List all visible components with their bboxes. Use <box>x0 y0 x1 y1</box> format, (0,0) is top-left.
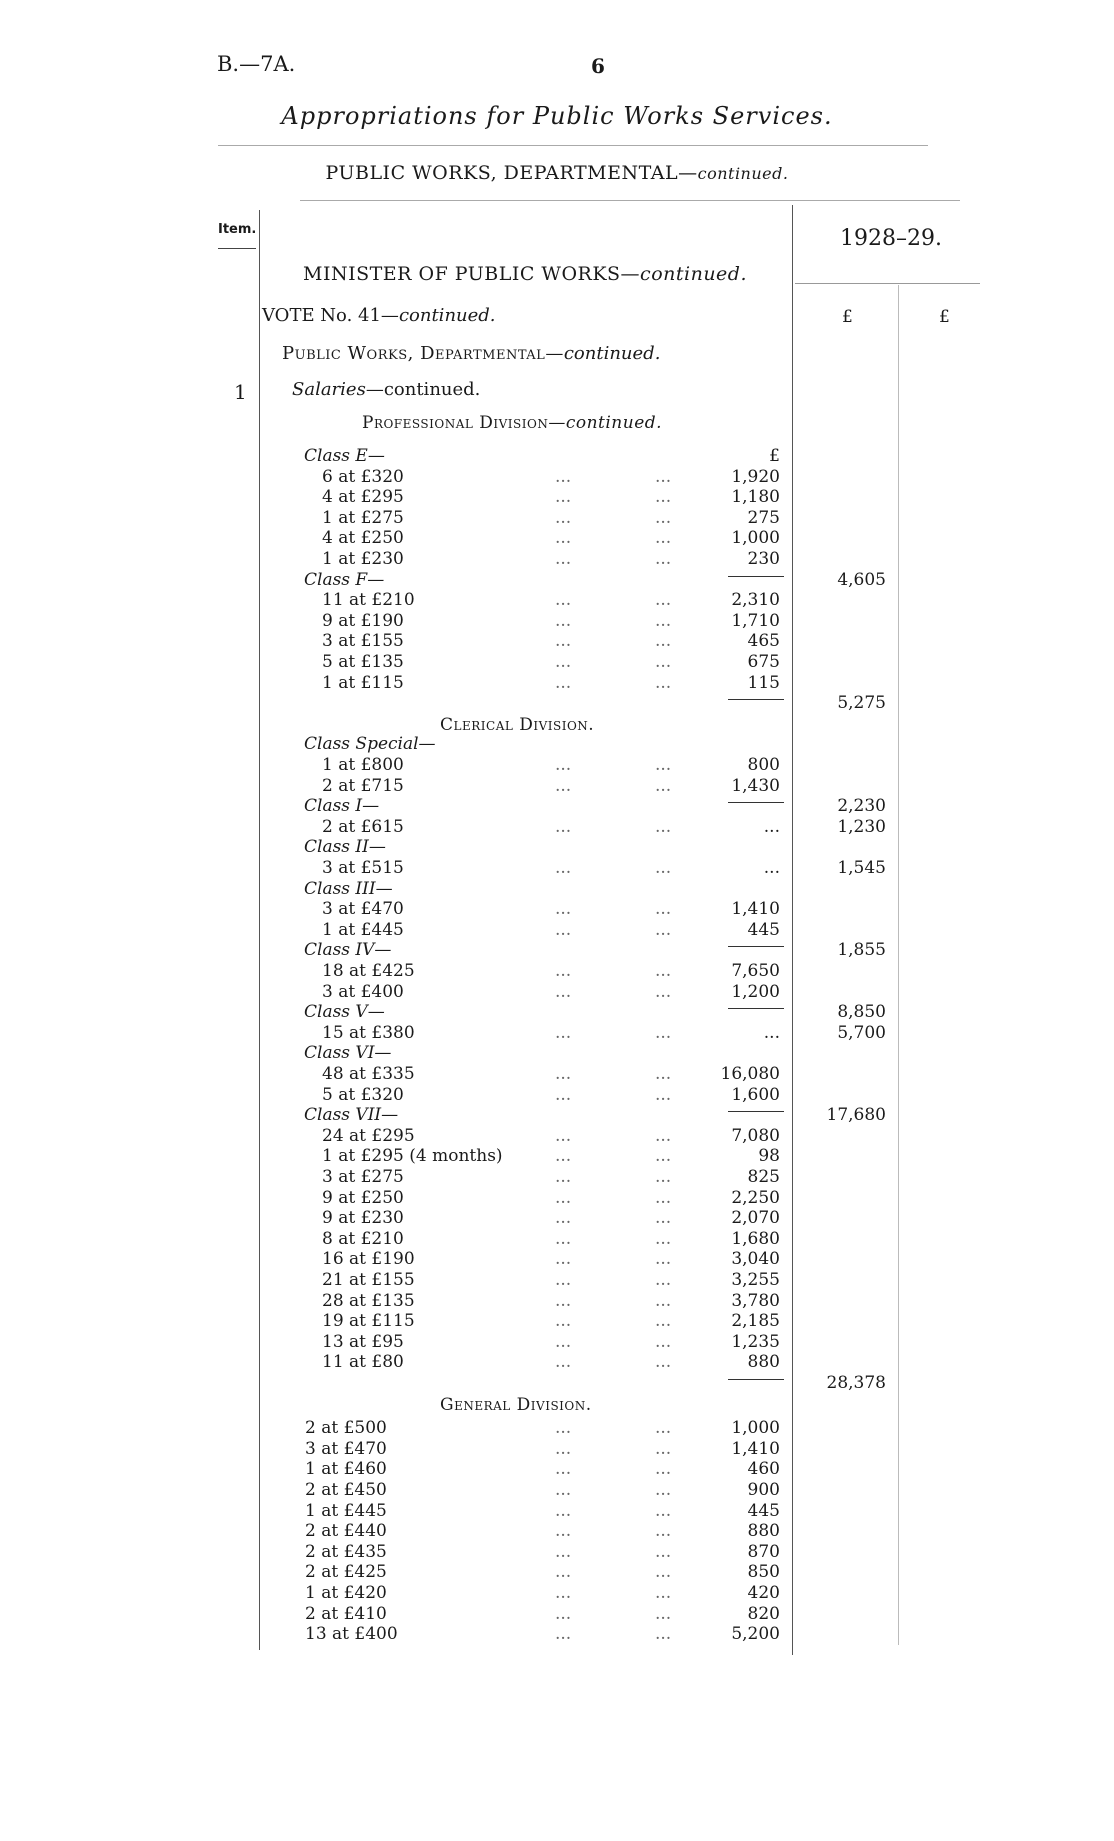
table-row <box>0 776 1114 797</box>
table-row <box>0 590 1114 611</box>
amount-value: 675 <box>747 652 780 672</box>
pound-sign: £ <box>769 446 780 466</box>
leader-dots: ... <box>655 1146 672 1167</box>
row-description: 11 at £210 <box>322 590 415 611</box>
row-description: 28 at £135 <box>322 1290 415 1311</box>
leader-dots: ... <box>555 1249 572 1270</box>
leader-dots: ... <box>655 1270 672 1290</box>
class-label: Class Special— <box>304 734 436 755</box>
leader-dots: ... <box>555 1583 572 1603</box>
table-row <box>0 673 1114 694</box>
leader-dots: ... <box>555 1624 572 1645</box>
leader-dots: ... <box>555 1084 572 1105</box>
table-row <box>0 467 1114 488</box>
item-column-header: Item. <box>218 222 257 237</box>
amount-value: 1,200 <box>731 981 780 1002</box>
row-description: 19 at £115 <box>322 1311 415 1332</box>
row-description: 48 at £335 <box>322 1064 415 1084</box>
subtitle-continued: continued. <box>697 164 789 183</box>
subtotal-value: 1,545 <box>837 858 886 878</box>
table-row <box>0 817 1114 838</box>
salaries-continued: —continued. <box>365 379 481 400</box>
leader-dots: ... <box>555 631 572 652</box>
leader-dots: ... <box>655 1459 672 1480</box>
leader-dots: ... <box>655 816 672 837</box>
class-label: Class II— <box>304 837 386 858</box>
amount-value: 900 <box>747 1480 780 1500</box>
leader-dots: ... <box>655 1562 672 1583</box>
row-description: 3 at £470 <box>305 1438 387 1459</box>
leader-dots: ... <box>655 1331 672 1352</box>
row-description: 3 at £275 <box>322 1167 404 1187</box>
leader-dots: ... <box>555 961 572 981</box>
leader-dots: ... <box>655 466 672 487</box>
leader-dots: ... <box>555 1603 572 1624</box>
table-row <box>0 1439 1114 1460</box>
leader-dots: ... <box>555 858 572 878</box>
row-description: 2 at £435 <box>305 1541 387 1562</box>
amount-value: 1,710 <box>731 610 780 631</box>
row-description: 13 at £400 <box>305 1624 398 1645</box>
subtotal-rule <box>728 802 784 803</box>
table-row <box>0 1023 1114 1044</box>
amount-value: 850 <box>747 1562 780 1583</box>
row-description: 2 at £715 <box>322 775 404 796</box>
leader-dots: ... <box>555 1167 572 1187</box>
leader-dots: ... <box>555 487 572 508</box>
table-row <box>0 693 1114 714</box>
leader-dots: ... <box>655 1418 672 1439</box>
row-description: 1 at £420 <box>305 1583 387 1603</box>
subtotal-value: 4,605 <box>837 569 886 590</box>
table-row <box>0 1521 1114 1542</box>
minister-main: MINISTER OF PUBLIC WORKS— <box>303 263 641 285</box>
leader-dots: ... <box>555 1521 572 1542</box>
amount-leader-dots: ... <box>763 1022 780 1043</box>
table-row <box>0 1311 1114 1332</box>
table-row <box>0 1291 1114 1312</box>
amount-value: 465 <box>747 631 780 652</box>
leader-dots: ... <box>655 858 672 878</box>
table-row <box>0 1249 1114 1270</box>
leader-dots: ... <box>655 1167 672 1187</box>
subtotal-value: 5,700 <box>837 1022 886 1043</box>
row-description: 1 at £800 <box>322 755 404 775</box>
leader-dots: ... <box>655 1311 672 1332</box>
amount-value: 7,080 <box>731 1125 780 1146</box>
leader-dots: ... <box>655 652 672 672</box>
professional-division-main: Professional Division— <box>362 413 566 433</box>
table-row <box>0 570 1114 591</box>
table-row <box>0 961 1114 982</box>
minister-heading <box>303 263 747 285</box>
leader-dots: ... <box>555 1022 572 1043</box>
leader-dots: ... <box>555 1125 572 1146</box>
leader-dots: ... <box>555 1228 572 1249</box>
amount-value: 870 <box>747 1541 780 1562</box>
leader-dots: ... <box>555 1352 572 1373</box>
table-row <box>0 879 1114 900</box>
table-row <box>0 1002 1114 1023</box>
vote-main: VOTE No. 41— <box>262 305 399 326</box>
table-row <box>0 1332 1114 1353</box>
leader-dots: ... <box>655 775 672 796</box>
amount-value: 2,070 <box>731 1208 780 1229</box>
row-description: 3 at £470 <box>322 899 404 920</box>
professional-division-heading <box>362 413 662 433</box>
year-header-underline <box>795 283 980 284</box>
subtotal-value: 1,855 <box>837 940 886 961</box>
table-row <box>0 528 1114 549</box>
leader-dots: ... <box>655 1187 672 1208</box>
subtotal-rule <box>728 1008 784 1009</box>
row-description: 2 at £500 <box>305 1418 387 1439</box>
amount-value: 3,780 <box>731 1290 780 1311</box>
row-description: 1 at £460 <box>305 1459 387 1480</box>
professional-division-continued: continued. <box>565 413 663 433</box>
table-row <box>0 796 1114 817</box>
row-description: 9 at £230 <box>322 1208 404 1229</box>
leader-dots: ... <box>655 1500 672 1521</box>
row-description: 3 at £400 <box>322 981 404 1002</box>
table-row <box>0 982 1114 1003</box>
row-description: 3 at £515 <box>322 858 404 878</box>
subtotal-value: 2,230 <box>837 796 886 817</box>
subtotal-rule <box>728 699 784 700</box>
amount-value: 880 <box>747 1352 780 1373</box>
section-main: Public Works, Departmental— <box>282 343 564 364</box>
table-row <box>0 1352 1114 1373</box>
leader-dots: ... <box>655 899 672 920</box>
row-description: 1 at £445 <box>322 919 404 940</box>
leader-dots: ... <box>655 1290 672 1311</box>
amount-value: 5,200 <box>731 1624 780 1645</box>
leader-dots: ... <box>555 528 572 549</box>
subtotal-value: 17,680 <box>826 1105 886 1126</box>
leader-dots: ... <box>655 919 672 940</box>
amount-value: 800 <box>747 755 780 775</box>
leader-dots: ... <box>655 1583 672 1603</box>
leader-dots: ... <box>655 1208 672 1229</box>
leader-dots: ... <box>655 981 672 1002</box>
subtotal-rule <box>728 1379 784 1380</box>
leader-dots: ... <box>555 1500 572 1521</box>
row-description: 2 at £410 <box>305 1603 387 1624</box>
amount-value: 1,430 <box>731 775 780 796</box>
leader-dots: ... <box>655 1438 672 1459</box>
table-row <box>0 1562 1114 1583</box>
row-description: 6 at £320 <box>322 466 404 487</box>
row-description: 13 at £95 <box>322 1331 404 1352</box>
vote-continued: continued. <box>398 305 496 326</box>
row-description: 9 at £250 <box>322 1187 404 1208</box>
amount-value: 820 <box>747 1603 780 1624</box>
amount-leader-dots: ... <box>763 858 780 878</box>
leader-dots: ... <box>655 1480 672 1500</box>
section-subtitle <box>0 162 1114 184</box>
class-label: Class E— <box>304 446 385 466</box>
section-continued: continued. <box>563 343 661 364</box>
table-row <box>0 1624 1114 1645</box>
amount-value: 230 <box>747 549 780 569</box>
leader-dots: ... <box>555 1541 572 1562</box>
amount-value: 1,600 <box>731 1084 780 1105</box>
amount-value: 2,185 <box>731 1311 780 1332</box>
subtotal-rule <box>728 946 784 947</box>
row-description: 1 at £445 <box>305 1500 387 1521</box>
table-row <box>0 1418 1114 1439</box>
leader-dots: ... <box>555 590 572 611</box>
table-row <box>0 858 1114 879</box>
table-row <box>0 508 1114 529</box>
table-row <box>0 487 1114 508</box>
subtotal-rule <box>728 576 784 577</box>
leader-dots: ... <box>555 652 572 672</box>
leader-dots: ... <box>655 1228 672 1249</box>
general-division-heading: General Division. <box>440 1394 592 1415</box>
title-divider <box>218 145 928 146</box>
table-row <box>0 1064 1114 1085</box>
table-row <box>0 611 1114 632</box>
table-row <box>0 1085 1114 1106</box>
leader-dots: ... <box>555 919 572 940</box>
row-description: 8 at £210 <box>322 1228 404 1249</box>
table-row <box>0 1480 1114 1501</box>
row-description: 11 at £80 <box>322 1352 404 1373</box>
amount-leader-dots: ... <box>763 816 780 837</box>
table-row <box>0 734 1114 755</box>
leader-dots: ... <box>655 1521 672 1542</box>
leader-dots: ... <box>655 1352 672 1373</box>
row-description: 4 at £250 <box>322 528 404 549</box>
leader-dots: ... <box>655 549 672 569</box>
table-row <box>0 1188 1114 1209</box>
leader-dots: ... <box>655 528 672 549</box>
amount-value: 460 <box>747 1459 780 1480</box>
leader-dots: ... <box>655 1624 672 1645</box>
leader-dots: ... <box>655 1125 672 1146</box>
vote-heading <box>262 305 496 326</box>
year-column-header: 1928–29. <box>840 226 942 251</box>
subtotal-value: 28,378 <box>826 1373 886 1393</box>
row-description: 21 at £155 <box>322 1270 415 1290</box>
leader-dots: ... <box>555 816 572 837</box>
leader-dots: ... <box>555 981 572 1002</box>
class-label: Class V— <box>304 1002 385 1023</box>
amount-value: 275 <box>747 507 780 528</box>
table-row <box>0 549 1114 570</box>
leader-dots: ... <box>655 507 672 528</box>
leader-dots: ... <box>655 961 672 981</box>
leader-dots: ... <box>655 1084 672 1105</box>
row-description: 2 at £615 <box>322 816 404 837</box>
subtitle-divider <box>300 200 960 201</box>
subtotal-value: 5,275 <box>837 693 886 714</box>
table-row <box>0 446 1114 467</box>
row-description: 16 at £190 <box>322 1249 415 1270</box>
leader-dots: ... <box>555 672 572 693</box>
row-description: 18 at £425 <box>322 961 415 981</box>
amount-value: 3,255 <box>731 1270 780 1290</box>
leader-dots: ... <box>555 1562 572 1583</box>
row-description: 1 at £115 <box>322 672 404 693</box>
page-number: 6 <box>591 54 605 78</box>
table-row <box>0 652 1114 673</box>
leader-dots: ... <box>555 1418 572 1439</box>
leader-dots: ... <box>555 755 572 775</box>
table-row <box>0 1501 1114 1522</box>
table-row <box>0 940 1114 961</box>
class-label: Class IV— <box>304 940 392 961</box>
leader-dots: ... <box>555 1438 572 1459</box>
table-row <box>0 1229 1114 1250</box>
amount-value: 1,235 <box>731 1331 780 1352</box>
subtotal-value: 8,850 <box>837 1002 886 1023</box>
leader-dots: ... <box>655 1249 672 1270</box>
leader-dots: ... <box>555 899 572 920</box>
leader-dots: ... <box>655 487 672 508</box>
amount-value: 1,920 <box>731 466 780 487</box>
leader-dots: ... <box>655 1064 672 1084</box>
salaries-heading <box>292 379 480 400</box>
row-description: 1 at £230 <box>322 549 404 569</box>
subtitle-main: PUBLIC WORKS, DEPARTMENTAL— <box>325 162 698 184</box>
amount-value: 445 <box>747 1500 780 1521</box>
amount-value: 98 <box>758 1146 780 1167</box>
row-description: 5 at £135 <box>322 652 404 672</box>
leader-dots: ... <box>655 1022 672 1043</box>
leader-dots: ... <box>555 610 572 631</box>
leader-dots: ... <box>555 466 572 487</box>
leader-dots: ... <box>655 755 672 775</box>
leader-dots: ... <box>655 631 672 652</box>
table-row <box>0 899 1114 920</box>
amount-value: 2,250 <box>731 1187 780 1208</box>
page-title: Appropriations for Public Works Services. <box>281 102 833 130</box>
table-row <box>0 1542 1114 1563</box>
table-row <box>0 1208 1114 1229</box>
amount-value: 420 <box>747 1583 780 1603</box>
leader-dots: ... <box>555 1064 572 1084</box>
document-reference: B.—7A. <box>217 52 296 76</box>
table-row <box>0 920 1114 941</box>
row-description: 3 at £155 <box>322 631 404 652</box>
pound-column-2: £ <box>939 307 950 327</box>
leader-dots: ... <box>555 1146 572 1167</box>
amount-value: 880 <box>747 1521 780 1542</box>
row-description: 2 at £440 <box>305 1521 387 1542</box>
table-row <box>0 1146 1114 1167</box>
table-row <box>0 1270 1114 1291</box>
amount-value: 1,000 <box>731 1418 780 1439</box>
pound-column-1: £ <box>842 307 853 327</box>
class-label: Class VI— <box>304 1043 392 1064</box>
leader-dots: ... <box>655 590 672 611</box>
leader-dots: ... <box>655 672 672 693</box>
table-row <box>0 1167 1114 1188</box>
leader-dots: ... <box>555 1270 572 1290</box>
clerical-division-heading: Clerical Division. <box>440 714 595 735</box>
leader-dots: ... <box>555 1311 572 1332</box>
class-label: Class VII— <box>304 1105 399 1126</box>
section-heading <box>282 343 660 364</box>
amount-value: 115 <box>747 672 780 693</box>
amount-value: 825 <box>747 1167 780 1187</box>
row-description: 1 at £275 <box>322 507 404 528</box>
table-row <box>0 837 1114 858</box>
table-row <box>0 631 1114 652</box>
amount-value: 1,410 <box>731 1438 780 1459</box>
amount-value: 2,310 <box>731 590 780 611</box>
leader-dots: ... <box>555 1187 572 1208</box>
class-label: Class F— <box>304 569 385 590</box>
row-description: 2 at £450 <box>305 1480 387 1500</box>
table-row <box>0 1583 1114 1604</box>
leader-dots: ... <box>655 1603 672 1624</box>
leader-dots: ... <box>655 610 672 631</box>
row-description: 24 at £295 <box>322 1125 415 1146</box>
amount-value: 1,000 <box>731 528 780 549</box>
subtotal-rule <box>728 1111 784 1112</box>
class-label: Class I— <box>304 796 380 817</box>
amount-value: 1,180 <box>731 487 780 508</box>
leader-dots: ... <box>555 1208 572 1229</box>
amount-value: 1,680 <box>731 1228 780 1249</box>
row-description: 4 at £295 <box>322 487 404 508</box>
leader-dots: ... <box>555 1331 572 1352</box>
amount-value: 445 <box>747 919 780 940</box>
leader-dots: ... <box>555 1459 572 1480</box>
row-description: 2 at £425 <box>305 1562 387 1583</box>
leader-dots: ... <box>555 549 572 569</box>
class-label: Class III— <box>304 878 393 899</box>
amount-value: 1,410 <box>731 899 780 920</box>
table-row <box>0 1126 1114 1147</box>
row-description: 9 at £190 <box>322 610 404 631</box>
leader-dots: ... <box>555 1290 572 1311</box>
amount-value: 16,080 <box>720 1064 780 1084</box>
leader-dots: ... <box>655 1541 672 1562</box>
table-row <box>0 1105 1114 1126</box>
salaries-main: Salaries <box>292 379 366 400</box>
table-row <box>0 755 1114 776</box>
row-description: 1 at £295 (4 months) <box>322 1146 503 1167</box>
table-row <box>0 1604 1114 1625</box>
leader-dots: ... <box>555 507 572 528</box>
leader-dots: ... <box>555 775 572 796</box>
table-row <box>0 1373 1114 1394</box>
item-number: 1 <box>234 380 247 404</box>
subtotal-value: 1,230 <box>837 816 886 837</box>
item-header-underline <box>218 248 256 249</box>
amount-value: 3,040 <box>731 1249 780 1270</box>
table-row <box>0 1459 1114 1480</box>
amount-value: 7,650 <box>731 961 780 981</box>
table-row <box>0 1043 1114 1064</box>
minister-continued: continued. <box>640 263 747 285</box>
leader-dots: ... <box>555 1480 572 1500</box>
row-description: 5 at £320 <box>322 1084 404 1105</box>
row-description: 15 at £380 <box>322 1022 415 1043</box>
